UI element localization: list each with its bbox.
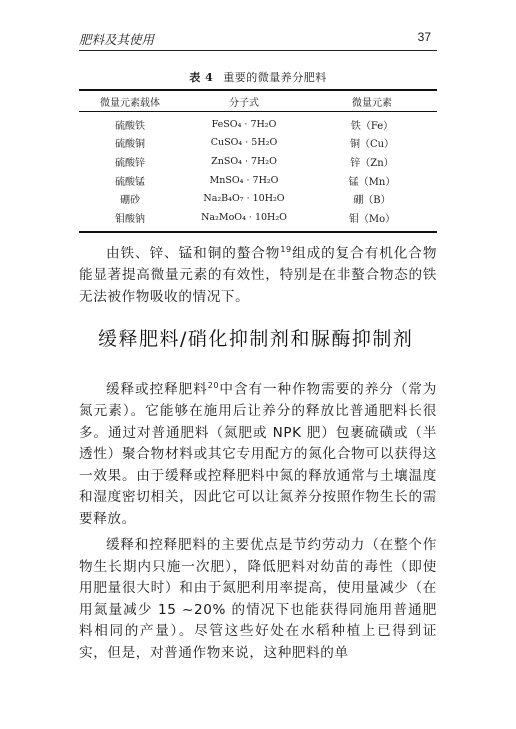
table-row <box>79 189 437 208</box>
paragraph-slow-release <box>79 375 437 530</box>
table-cell: FeSO₄ · 7H₂O <box>211 118 277 130</box>
table-cell: 铜（Cu） <box>349 139 395 151</box>
page-number: 37 <box>417 30 431 44</box>
table-caption-label: 表 4 <box>189 71 214 84</box>
running-title: 肥料及其使用 <box>79 32 155 47</box>
column-header: 微量元素 <box>352 97 392 109</box>
paragraph-chelates <box>79 239 437 308</box>
table-row <box>79 208 437 227</box>
table-cell: CuSO₄ · 5H₂O <box>210 137 278 149</box>
table-row <box>79 134 437 153</box>
paragraph-text: 由铁、锌、锰和铜的螯合物 <box>106 245 281 262</box>
table-row <box>79 115 437 134</box>
table-cell: 硫酸锰 <box>115 176 145 188</box>
table-cell: 钼（Mo） <box>348 213 396 225</box>
table-cell: 硫酸锌 <box>115 157 145 169</box>
table-cell: 硼（B） <box>353 195 391 207</box>
table-cell: 锰（Mn） <box>348 176 396 188</box>
table-cell: 硫酸铜 <box>115 139 145 151</box>
footnote-ref: 20 <box>207 381 220 390</box>
table-cell: Na₂B₄O₇ · 10H₂O <box>203 193 285 205</box>
section-heading: 缓释肥料/硝化抑制剂和脲酶抑制剂 <box>98 328 414 350</box>
paragraph-advantages: 缓释和控释肥料的主要优点是节约劳动力（在整个作物生长期内只施一次肥），降低肥料对幼苗的毒性（即使用肥量很大时）和由于氮肥利用率提高，使用量减少（在用氮量减少 15 ~20% 的情况下也能获得同施用普通肥料相同的产量）。尽管这些好处在水稻种植上已得到证实，但是，对普通作物来说，这种肥料的单 <box>79 537 437 661</box>
table-caption-text: 重要的微量养分肥料 <box>223 71 327 84</box>
running-header <box>79 28 437 51</box>
table-header-row <box>79 91 437 112</box>
table-cell: MnSO₄ · 7H₂O <box>209 174 279 186</box>
table-cell: ZnSO₄ · 7H₂O <box>211 155 277 167</box>
paragraph-text: 缓释或控释肥料 <box>106 381 208 398</box>
column-header: 微量元素载体 <box>100 97 160 109</box>
table-cell: 铁（Fe） <box>350 120 394 132</box>
micronutrient-table <box>79 89 437 233</box>
table-caption <box>79 69 437 85</box>
footnote-ref: 19 <box>280 245 292 254</box>
table-cell: Na₂MoO₄ · 10H₂O <box>201 211 287 223</box>
paragraph-text: 中含有一种作物需要的养分（常为氮元素）。它能够在施用后让养分的释放比普通肥料长很多。通过对普通肥料（氮肥或 NPK 肥）包裹硫磺或（半透性）聚合物材料或其它专用配方的氮化合物可以获得这一效果。由于缓释或控释肥料中氮的释放通常与土壤温度和湿度密切相关，因此它可以让氮养分按照作物生长的需要释放。 <box>79 381 438 527</box>
paragraph-text: 组成的复合有机化合物能显著提高微量元素的有效性，特别是在非螯合物态的铁无法被作物吸收的情况下。 <box>79 245 438 305</box>
table-row <box>79 171 437 190</box>
table-row <box>79 152 437 171</box>
table-cell: 钼酸钠 <box>115 213 145 225</box>
table-cell: 硼砂 <box>120 195 140 207</box>
column-header: 分子式 <box>229 97 259 109</box>
table-cell: 锌（Zn） <box>350 157 394 169</box>
table-cell: 硫酸铁 <box>115 120 145 132</box>
